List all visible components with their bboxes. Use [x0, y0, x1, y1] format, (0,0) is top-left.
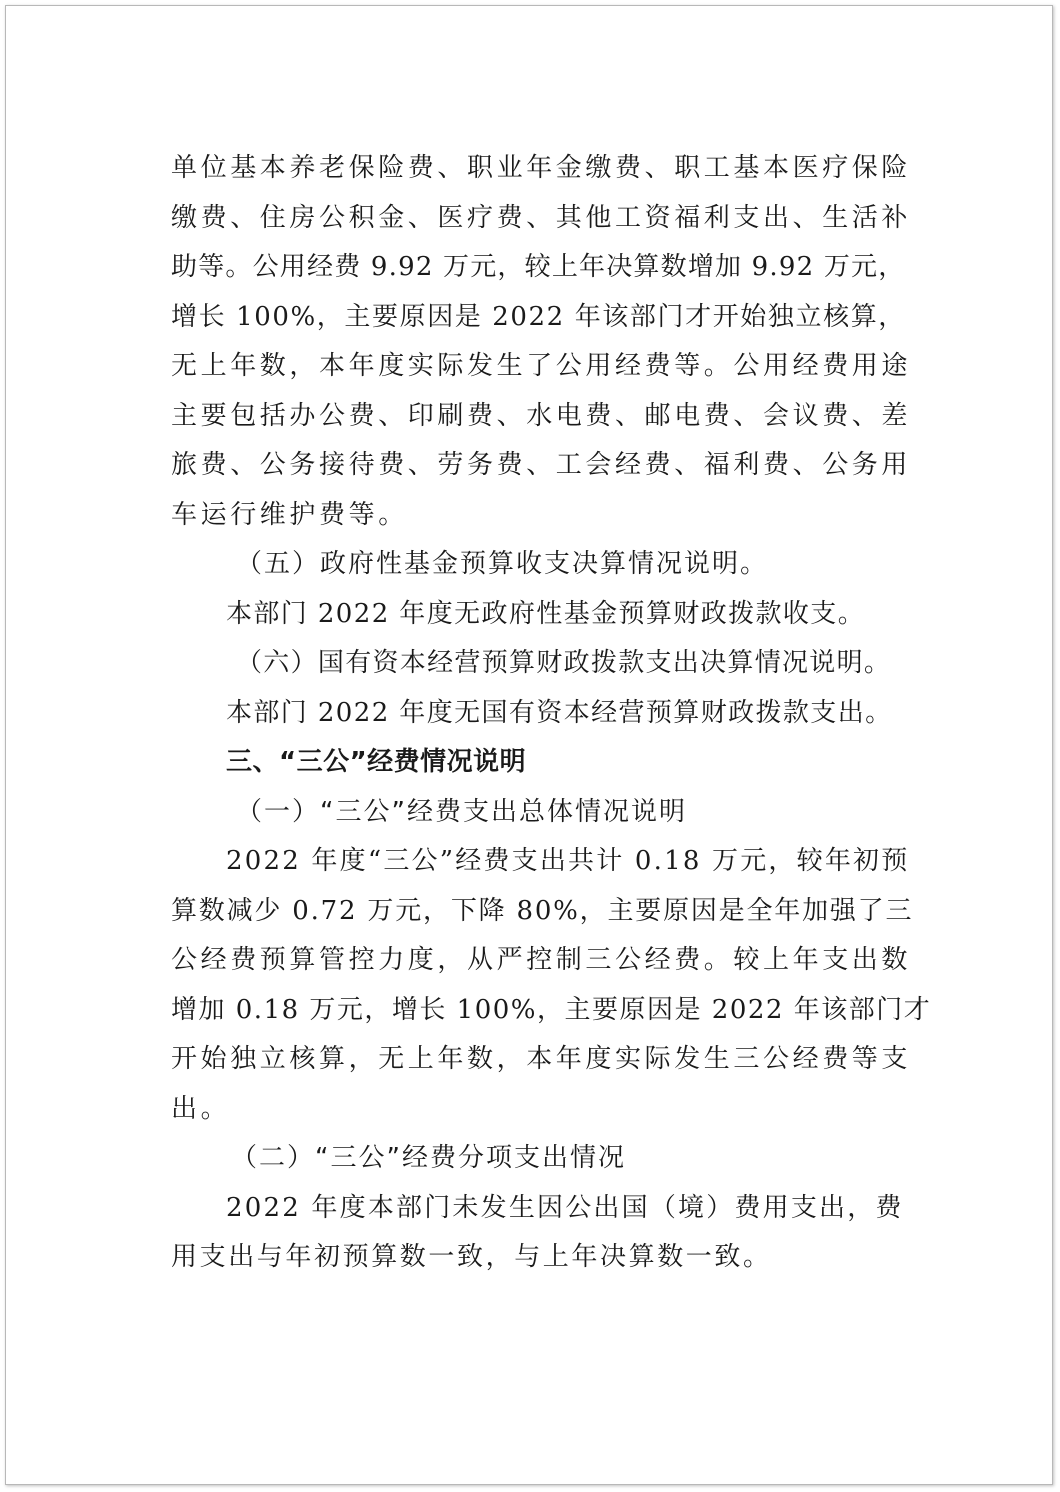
- paragraph-line: 缴费、住房公积金、医疗费、其他工资福利支出、生活补: [171, 203, 912, 233]
- paragraph-line: 本部门 2022 年度无政府性基金预算财政拨款收支。: [226, 599, 866, 629]
- paragraph-line: 助等。公用经费 9.92 万元，较上年决算数增加 9.92 万元，: [171, 252, 906, 282]
- paragraph-line: 增加 0.18 万元，增长 100%，主要原因是 2022 年该部门才: [171, 995, 932, 1025]
- paragraph-line: 增长 100%，主要原因是 2022 年该部门才开始独立核算，: [171, 302, 906, 332]
- section-heading: （五）政府性基金预算收支决算情况说明。: [236, 549, 769, 579]
- paragraph-line: 出。: [171, 1094, 231, 1124]
- paragraph-line: 算数减少 0.72 万元，下降 80%，主要原因是全年加强了三: [171, 896, 914, 926]
- paragraph-line: 2022 年度本部门未发生因公出国（境）费用支出，费: [226, 1193, 904, 1223]
- paragraph-line: 旅费、公务接待费、劳务费、工会经费、福利费、公务用: [171, 450, 912, 480]
- subsection-heading: （二）“三公”经费分项支出情况: [231, 1143, 626, 1173]
- subsection-heading: （一）“三公”经费支出总体情况说明: [236, 797, 687, 827]
- document-page: [5, 5, 1053, 1485]
- paragraph-line: 车运行维护费等。: [171, 500, 408, 530]
- paragraph-line: 无上年数，本年度实际发生了公用经费等。公用经费用途: [171, 351, 912, 381]
- paragraph-line: 主要包括办公费、印刷费、水电费、邮电费、会议费、差: [171, 401, 912, 431]
- paragraph-line: 公经费预算管控力度，从严控制三公经费。较上年支出数: [171, 945, 912, 975]
- section-heading: （六）国有资本经营预算财政拨款支出决算情况说明。: [236, 648, 892, 678]
- paragraph-line: 本部门 2022 年度无国有资本经营预算财政拨款支出。: [226, 698, 893, 728]
- paragraph-line: 单位基本养老保险费、职业年金缴费、职工基本医疗保险: [171, 153, 912, 183]
- paragraph-line: 用支出与年初预算数一致，与上年决算数一致。: [171, 1242, 772, 1272]
- section-title: 三、“三公”经费情况说明: [226, 747, 527, 777]
- paragraph-line: 开始独立核算，无上年数，本年度实际发生三公经费等支: [171, 1044, 912, 1074]
- paragraph-line: 2022 年度“三公”经费支出共计 0.18 万元，较年初预: [226, 846, 910, 876]
